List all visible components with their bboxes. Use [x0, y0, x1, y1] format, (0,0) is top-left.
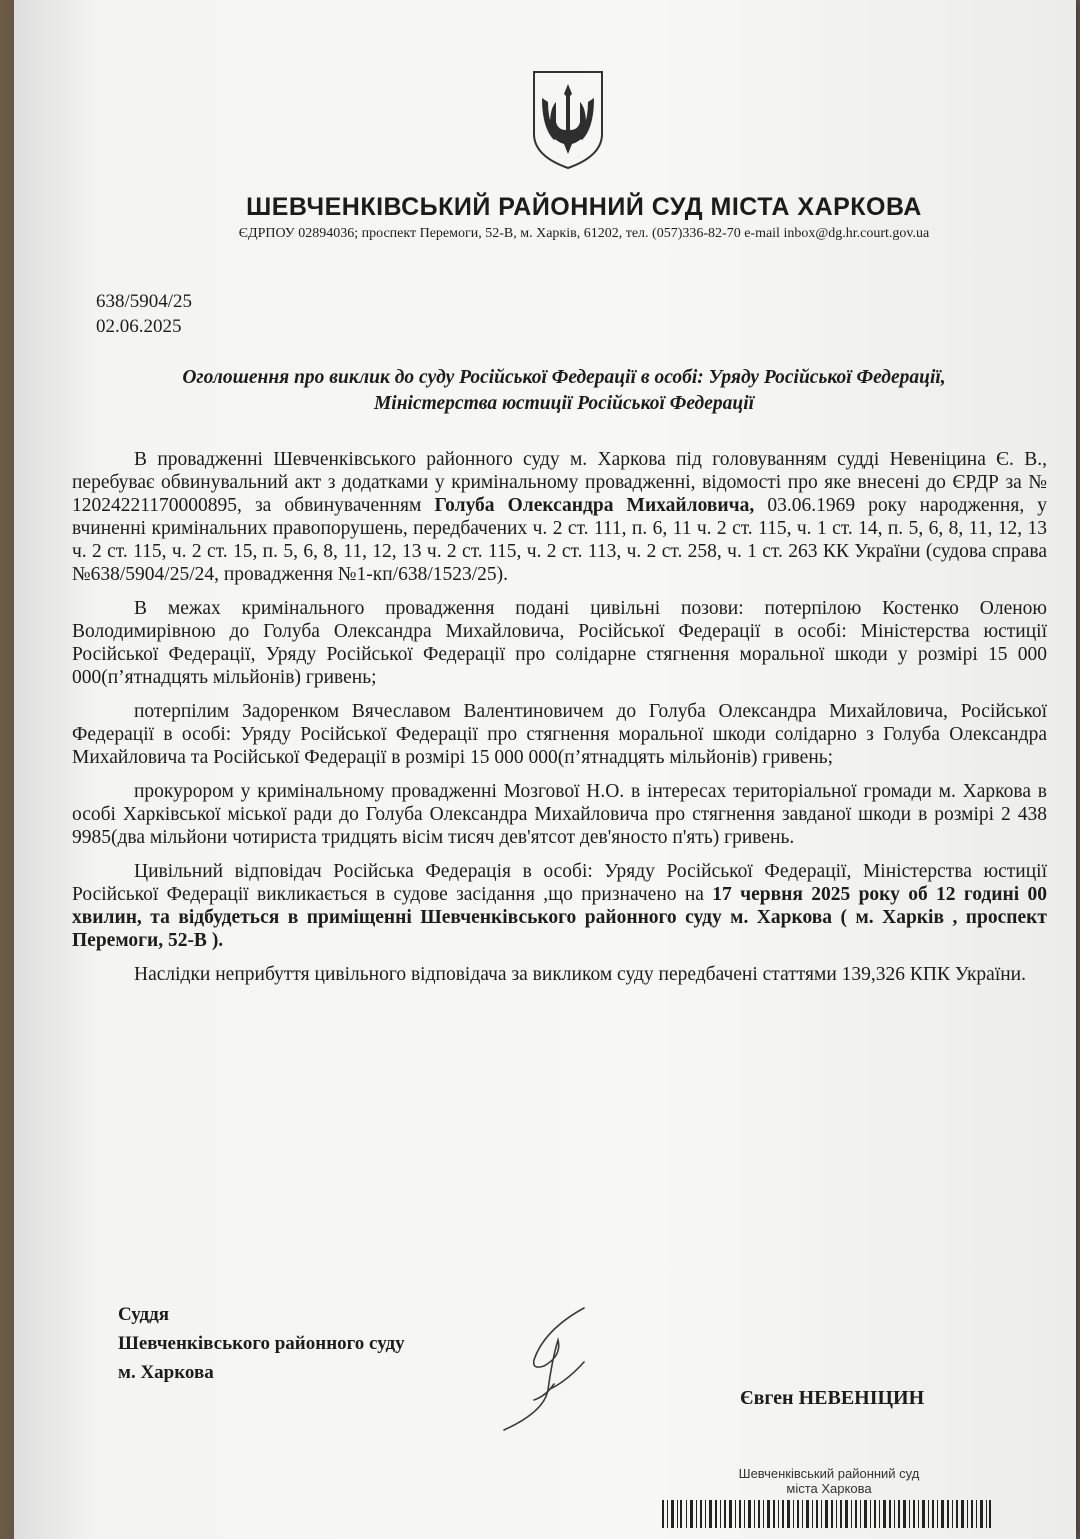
court-name: ШЕВЧЕНКІВСЬКИЙ РАЙОННИЙ СУД МІСТА ХАРКОВА: [246, 193, 922, 221]
paragraph-proceedings: [72, 448, 1047, 586]
judge-name: Євген НЕВЕНІЦИН: [740, 1387, 925, 1409]
stamp-line2: міста Харкова: [786, 1481, 872, 1496]
court-contact-details: ЄДРПОУ 02894036; проспект Перемоги, 52-В, м. Харків, 61202, тел. (057)336-82-70 e-mail inbox@dg.hr.court.gov.ua: [238, 226, 930, 241]
notice-title: [84, 365, 1044, 417]
signatory-court: Шевченківського районного суду: [118, 1333, 405, 1354]
hearing-date-place: 17 червня 2025 року об 12 годині 00 хвилин, та відбудеться в приміщенні Шевченківського районного суду м. Харкова ( м. Харків , проспект Перемоги, 52-В ).: [72, 884, 1047, 951]
signature-block: [118, 1300, 405, 1387]
signatory-city: м. Харкова: [118, 1362, 214, 1383]
defendant-name: Голуба Олександра Михайловича,: [434, 495, 755, 516]
document-page: [14, 0, 1076, 1539]
paragraph-summons: [72, 860, 1047, 952]
paragraph-claim-prosecutor: прокурором у кримінальному провадженні Мозгової Н.О. в інтересах територіальної громади м. Харкова в особі Харківської міської ради до Голуба Олександра Михайловича про стягнення завданої шкоди в розмірі 2 438 9985(два мільйони чотириста тридцять вісім тисяч дев'ятсот дев'яносто п'ять) гривень.: [72, 781, 1047, 848]
registration-number: 638/5904/25: [96, 291, 193, 312]
paragraph-text: 03.06.1969 року народження, у вчиненні кримінальних правопорушень, передбачених ч. 2 ст. 111, п. 6, 11 ч. 2 ст. 115, ч. 1 ст. 14, п. 5, 6, 8, 11, 12, 13 ч. 2 ст. 115, ч. 2 ст. 15, п. 5, 6, 8, 11, 12, 13 ч. 2 ст. 115, ч. 2 ст. 113, ч. 2 ст. 258, ч. 1 ст. 263 КК України (судова справа №638/5904/25/24, провадження №1-кп/638/1523/25).: [72, 495, 1048, 585]
notice-body: [72, 448, 1047, 997]
notice-title-line2: Міністерства юстиції Російської Федерації: [373, 393, 755, 414]
paragraph-text: Цивільний відповідач Російська Федерація в особі: Уряду Російської Федерації, Міністерства юстиції Російської Федерації викликається в судове засідання ,що призначено на: [72, 861, 1047, 905]
registration-date: 02.06.2025: [96, 316, 182, 337]
paragraph-text: В провадженні Шевченківського районного суду м. Харкова під головуванням судді Невеніцина Є. В., перебуває обвинувальний акт з додатками у кримінальному провадженні, відомості про яке внесені до ЄРДР за № 12024221170000895, за обвинуваченням: [72, 449, 1047, 516]
paragraph-claim-zadorenko: потерпілим Задоренком Вячеславом Валентиновичем до Голуба Олександра Михайловича, Російської Федерації в особі: Уряду Російської Федерації про стягнення моральної шкоди солідарно з Голуба Олександра Михайловича та Російської Федерації в розмірі 15 000 000(п’ятнадцять мільйонів) гривень;: [72, 701, 1047, 768]
signatory-title: Суддя: [118, 1304, 170, 1325]
notice-title-line1: Оголошення про виклик до суду Російської Федерації в особі: Уряду Російської Федерації,: [182, 367, 946, 388]
barcode: [662, 1500, 992, 1528]
paragraph-civil-claims: В межах кримінального провадження подані цивільні позови: потерпілою Костенко Оленою Володимирівною до Голуба Олександра Михайловича, Російської Федерації в особі: Міністерства юстиції Російської Федерації, Уряду Російської Федерації про солідарне стягнення моральної шкоди у розмірі 15 000 000(п’ятнадцять мільйонів) гривень;: [72, 598, 1047, 688]
handwritten-signature: [474, 1300, 624, 1440]
stamp-line1: Шевченківський районний суд: [738, 1466, 920, 1481]
trident-emblem-icon: [528, 68, 608, 172]
court-stamp: [714, 1466, 944, 1496]
paragraph-consequences: Наслідки неприбуття цивільного відповідача за викликом суду передбачені статтями 139,326 КПК України.: [134, 964, 1026, 985]
